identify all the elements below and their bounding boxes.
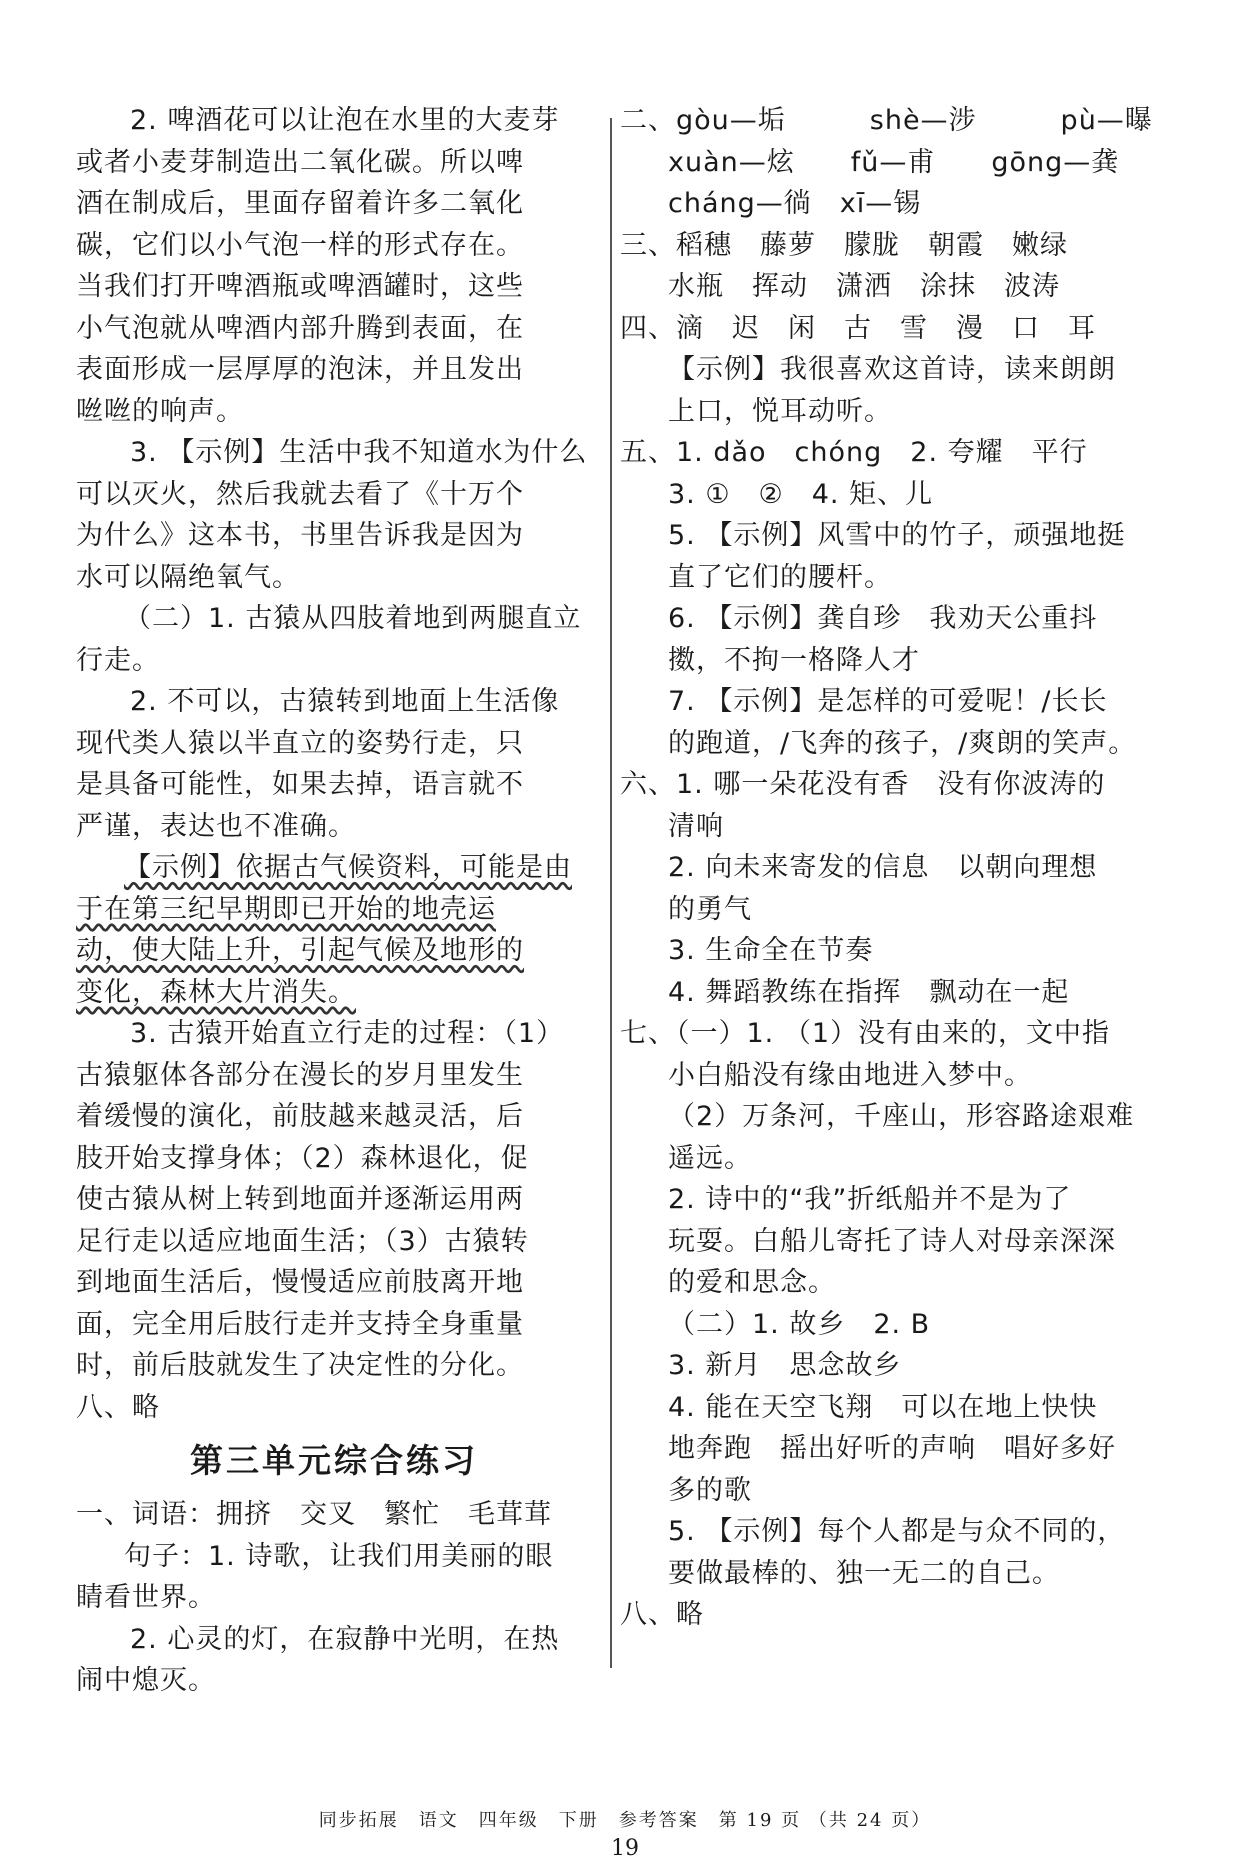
left-answer-line xyxy=(76,1096,606,1138)
left-answer-line xyxy=(76,681,606,723)
left-answer-line xyxy=(76,1387,606,1429)
answer-text: 四、滴 迟 闲 古 雪 漫 口 耳 xyxy=(620,312,1096,344)
right-answer-line xyxy=(620,1553,1160,1595)
answer-text: 表面形成一层厚厚的泡沫，并且发出 xyxy=(76,354,524,385)
answer-text: 的爱和思念。 xyxy=(668,1267,836,1298)
answer-text: 2. 心灵的灯，在寂静中光明，在热 xyxy=(130,1623,560,1655)
right-answer-line xyxy=(620,308,1160,350)
left-column xyxy=(76,100,606,1702)
answer-text: 擞，不拘一格降人才 xyxy=(668,644,920,676)
answer-text: 到地面生活后，慢慢适应前肢离开地 xyxy=(76,1267,524,1298)
answer-text: （二）1. 古猿从四肢着地到两腿直立 xyxy=(124,603,582,634)
answer-text: 2. 不可以，古猿转到地面上生活像 xyxy=(130,686,560,717)
answer-text: 闹中熄灭。 xyxy=(76,1665,216,1696)
answer-text: 酒在制成后，里面存留着许多二氧化 xyxy=(76,188,524,219)
right-answer-line xyxy=(620,1304,1160,1346)
answer-text: 碳，它们以小气泡一样的形式存在。 xyxy=(76,229,524,261)
right-answer-line xyxy=(620,972,1160,1014)
left-answer-line xyxy=(76,515,606,557)
answer-text: 使古猿从树上转到地面并逐渐运用两 xyxy=(76,1184,524,1215)
answer-text: 多的歌 xyxy=(668,1474,752,1506)
right-answer-line xyxy=(620,1594,1160,1636)
right-answer-line xyxy=(620,1387,1160,1429)
left-answer-line xyxy=(76,557,606,599)
answer-text: 行走。 xyxy=(76,644,160,676)
right-answer-line xyxy=(620,391,1160,433)
right-column xyxy=(620,100,1160,1636)
left-answer-line xyxy=(76,723,606,765)
answer-text: 小气泡就从啤酒内部升腾到表面，在 xyxy=(76,312,524,344)
left-answer-line xyxy=(76,640,606,682)
answer-text: 一、词语：拥挤 交叉 繁忙 毛茸茸 xyxy=(76,1499,552,1530)
right-answer-line xyxy=(620,1428,1160,1470)
right-answer-line xyxy=(620,889,1160,931)
right-answer-line xyxy=(620,183,1160,225)
left-answer-line xyxy=(76,930,606,972)
right-answer-line xyxy=(620,1345,1160,1387)
answer-text: 睛看世界。 xyxy=(76,1582,216,1613)
unit3-answer-line xyxy=(76,1494,606,1536)
answer-text: 上口，悦耳动听。 xyxy=(668,395,892,427)
answer-text: 5. 【示例】每个人都是与众不同的， xyxy=(668,1516,1126,1547)
page-footer: 同步拓展 语文 四年级 下册 参考答案 第 19 页 （共 24 页） xyxy=(318,1810,932,1831)
left-answer-line xyxy=(76,1345,606,1387)
right-answer-line xyxy=(620,100,1160,142)
left-answer-line xyxy=(76,308,606,350)
unit3-answer-line xyxy=(76,1619,606,1661)
answer-text: 当我们打开啤酒瓶或啤酒罐时，这些 xyxy=(76,271,524,302)
left-answer-line xyxy=(76,806,606,848)
right-answer-line xyxy=(620,1470,1160,1512)
right-answer-line xyxy=(620,266,1160,308)
left-answer-line xyxy=(76,1262,606,1304)
answer-text: 古猿躯体各部分在漫长的岁月里发生 xyxy=(76,1059,524,1091)
answer-text: 清响 xyxy=(668,810,724,842)
unit3-answer-line xyxy=(76,1660,606,1702)
left-answer-line xyxy=(76,1304,606,1346)
right-answer-line xyxy=(620,1262,1160,1304)
answer-text: 要做最棒的、独一无二的自己。 xyxy=(668,1557,1060,1589)
answer-text: 着缓慢的演化，前肢越来越灵活，后 xyxy=(76,1101,524,1132)
answer-text: 肢开始支撑身体；（2）森林退化，促 xyxy=(76,1142,529,1174)
left-answer-line xyxy=(76,1221,606,1263)
left-answer-line xyxy=(76,764,606,806)
right-answer-line xyxy=(620,1138,1160,1180)
left-answer-line xyxy=(76,847,606,889)
right-answer-line xyxy=(620,723,1160,765)
answer-text: 6. 【示例】龚自珍 我劝天公重抖 xyxy=(668,603,1098,634)
right-answer-line xyxy=(620,142,1160,184)
answer-text: 于在第三纪早期即已开始的地壳运 xyxy=(76,893,496,925)
right-answer-line xyxy=(620,847,1160,889)
answer-text: 7. 【示例】是怎样的可爱呢！/长长 xyxy=(668,686,1108,717)
left-answer-line xyxy=(76,972,606,1014)
answer-text: 【示例】我很喜欢这首诗，读来朗朗 xyxy=(668,354,1116,385)
left-answer-line xyxy=(76,100,606,142)
column-divider xyxy=(610,118,612,1668)
answer-text: 二、gòu—垢 shè—涉 pù—曝 xyxy=(620,105,1153,136)
answer-text: 水瓶 挥动 潇洒 涂抹 波涛 xyxy=(668,271,1060,302)
left-answer-line xyxy=(76,432,606,474)
right-answer-line xyxy=(620,640,1160,682)
right-answer-line xyxy=(620,515,1160,557)
answer-text: 变化，森林大片消失。 xyxy=(76,976,356,1008)
answer-text: 的勇气 xyxy=(668,893,752,925)
answer-text: 八、略 xyxy=(620,1599,704,1630)
right-answer-line xyxy=(620,1013,1160,1055)
left-answer-line xyxy=(76,391,606,433)
left-answer-line xyxy=(76,142,606,184)
answer-text: 4. 舞蹈教练在指挥 飘动在一起 xyxy=(668,976,1070,1008)
answer-text: 六、1. 哪一朵花没有香 没有你波涛的 xyxy=(620,769,1106,800)
answer-text: 八、略 xyxy=(76,1391,160,1423)
page-number: 19 xyxy=(611,1836,639,1861)
answer-text: 面，完全用后肢行走并支持全身重量 xyxy=(76,1308,524,1340)
answer-text: 或者小麦芽制造出二氧化碳。所以啤 xyxy=(76,146,524,178)
answer-text: 五、1. dǎo chóng 2. 夸耀 平行 xyxy=(620,437,1088,468)
right-answer-line xyxy=(620,681,1160,723)
answer-text: （2）万条河，千座山，形容路途艰难 xyxy=(668,1101,1135,1132)
answer-text: 直了它们的腰杆。 xyxy=(668,561,892,593)
left-answer-line xyxy=(76,183,606,225)
right-answer-line xyxy=(620,432,1160,474)
answer-text: 4. 能在天空飞翔 可以在地上快快 xyxy=(668,1391,1098,1423)
right-answer-line xyxy=(620,930,1160,972)
answer-text: 可以灭火，然后我就去看了《十万个 xyxy=(76,478,524,510)
answer-text: 咝咝的响声。 xyxy=(76,395,244,427)
answer-text: 3. 生命全在节奏 xyxy=(668,935,874,966)
section-heading: 第三单元综合练习 xyxy=(190,1441,478,1480)
answer-text: 3. 【示例】生活中我不知道水为什么 xyxy=(130,437,588,468)
answer-text: 严谨，表达也不准确。 xyxy=(76,810,356,842)
answer-text: 5. 【示例】风雪中的竹子，顽强地挺 xyxy=(668,520,1126,551)
right-answer-line xyxy=(620,557,1160,599)
left-answer-line xyxy=(76,1179,606,1221)
answer-text: xuàn—炫 fǔ—甫 gōng—龚 xyxy=(668,146,1120,178)
answer-text: 动，使大陆上升，引起气候及地形的 xyxy=(76,935,524,966)
answer-text: 2. 诗中的“我”折纸船并不是为了 xyxy=(668,1184,1072,1215)
answer-text: 玩耍。白船儿寄托了诗人对母亲深深 xyxy=(668,1225,1116,1257)
right-answer-line xyxy=(620,598,1160,640)
answer-text: 现代类人猿以半直立的姿势行走，只 xyxy=(76,727,524,759)
right-answer-line xyxy=(620,1221,1160,1263)
right-answer-line xyxy=(620,806,1160,848)
answer-text: 3. 新月 思念故乡 xyxy=(668,1350,902,1381)
answer-text: 七、（一）1. （1）没有由来的，文中指 xyxy=(620,1018,1111,1049)
left-answer-line xyxy=(76,349,606,391)
answer-text: 句子：1. 诗歌，让我们用美丽的眼 xyxy=(124,1540,554,1572)
unit3-answer-line xyxy=(76,1536,606,1578)
left-answer-line xyxy=(76,225,606,267)
left-answer-line xyxy=(76,598,606,640)
right-answer-line xyxy=(620,225,1160,267)
right-answer-line xyxy=(620,349,1160,391)
right-answer-line xyxy=(620,474,1160,516)
left-answer-line xyxy=(76,474,606,516)
right-answer-line xyxy=(620,1179,1160,1221)
left-answer-line xyxy=(76,1013,606,1055)
right-answer-line xyxy=(620,764,1160,806)
answer-text: 小白船没有缘由地进入梦中。 xyxy=(668,1059,1032,1091)
answer-text: 2. 啤酒花可以让泡在水里的大麦芽 xyxy=(130,105,560,136)
left-answer-line xyxy=(76,266,606,308)
left-answer-line xyxy=(76,1138,606,1180)
answer-text: 的跑道，/飞奔的孩子，/爽朗的笑声。 xyxy=(668,727,1137,759)
answer-text: 遥远。 xyxy=(668,1142,752,1174)
answer-text: 足行走以适应地面生活；（3）古猿转 xyxy=(76,1225,529,1257)
answer-text: 【示例】依据古气候资料，可能是由 xyxy=(124,852,572,883)
right-answer-line xyxy=(620,1511,1160,1553)
left-answer-line xyxy=(76,1055,606,1097)
answer-text: 三、稻穗 藤萝 朦胧 朝霞 嫩绿 xyxy=(620,229,1068,261)
answer-text: 水可以隔绝氧气。 xyxy=(76,561,300,593)
right-answer-line xyxy=(620,1096,1160,1138)
right-answer-line xyxy=(620,1055,1160,1097)
answer-text: 时，前后肢就发生了决定性的分化。 xyxy=(76,1350,524,1381)
answer-text: 地奔跑 摇出好听的声响 唱好多好 xyxy=(668,1433,1116,1464)
answer-text: 是具备可能性，如果去掉，语言就不 xyxy=(76,769,524,800)
answer-text: 3. 古猿开始直立行走的过程：（1） xyxy=(130,1018,565,1049)
answer-text: 3. ① ② 4. 矩、儿 xyxy=(668,478,934,510)
answer-text: 为什么》这本书，书里告诉我是因为 xyxy=(76,520,524,551)
answer-text: 2. 向未来寄发的信息 以朝向理想 xyxy=(668,852,1098,883)
answer-text: （二）1. 故乡 2. B xyxy=(668,1308,931,1340)
answer-text: cháng—徜 xī—锡 xyxy=(668,188,922,219)
unit3-answer-line xyxy=(76,1577,606,1619)
left-answer-line xyxy=(76,889,606,931)
